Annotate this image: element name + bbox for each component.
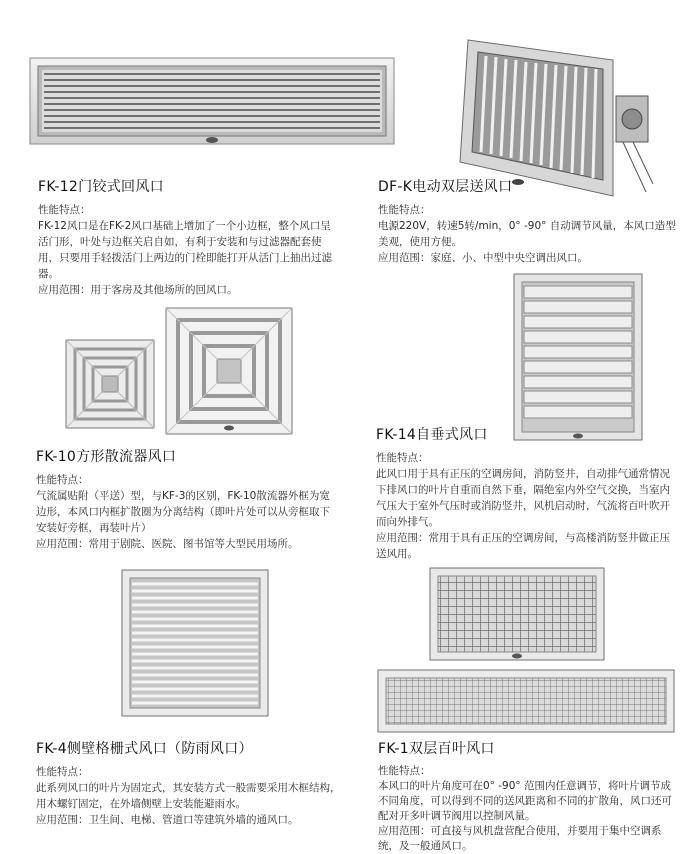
product-title: FK-12门铰式回风口 xyxy=(38,179,164,195)
product-title: FK-10方形散流器风口 xyxy=(36,449,177,465)
product-title: DF-K电动双层送风口 xyxy=(378,179,513,195)
product-body xyxy=(36,472,336,552)
fk1-louver-image xyxy=(376,566,676,736)
application-scope: 应用范围：常用于剧院、医院、图书馆等大型民用场所。 xyxy=(36,538,299,550)
features-label: 性能特点： xyxy=(36,766,89,778)
fk12-grille-image xyxy=(28,56,396,148)
application-scope: 应用范围：用于客房及其他场所的回风口。 xyxy=(38,284,238,296)
product-dfk xyxy=(378,176,680,266)
product-body xyxy=(38,202,338,298)
fk10-diffuser-image xyxy=(60,306,300,436)
product-body xyxy=(378,764,680,854)
fk4-grille-image xyxy=(120,568,270,718)
features-description: 本风口的叶片角度可在0° -90° 范围内任意调节，将叶片调节成不同角度，可以得到不同的送风距离和不同的扩散角，风口还可配对开多叶调节阀用以控制风量。 xyxy=(378,780,672,822)
fk10-diffuser-drawing xyxy=(60,306,300,436)
features-label: 性能特点： xyxy=(378,765,431,777)
features-description: 气流属贴附（平送）型，与KF-3的区别，FK-10散流器外框为宽边形，本风口内框扩散圈为分离结构（即叶片处可以从旁框取下安装好旁框，再装叶片） xyxy=(36,490,330,534)
features-description: 电源220V，转速5转/min，0° -90° 自动调节风量，本风口造型美观，使用方便。 xyxy=(378,220,676,248)
application-scope: 应用范围：卫生间、电梯、管道口等建筑外墙的通风口。 xyxy=(36,814,299,826)
fk1-louver-drawing xyxy=(376,566,676,736)
product-fk4 xyxy=(36,738,342,828)
product-body xyxy=(378,202,680,266)
fk12-grille-drawing xyxy=(28,56,396,148)
product-fk14 xyxy=(376,424,676,562)
fk4-grille-drawing xyxy=(120,568,270,718)
application-scope: 应用范围：可直接与风机盘营配合使用，并要用于集中空调系统，及一般通风口。 xyxy=(378,825,662,852)
features-description: FK-12风口是在FK-2风口基础上增加了一个小边框，整个风口呈活门形，叶处与边框关启自如，有利于安装和与过滤器配套使用，只要用手轻拨活门上两边的门栓即能打开从活门上抽出过滤器。 xyxy=(38,220,332,280)
fk14-louver-image xyxy=(512,272,644,444)
product-title: FK-1双层百叶风口 xyxy=(378,741,495,757)
application-scope: 应用范围：家庭、小、中型中央空调出风口。 xyxy=(378,252,588,264)
features-label: 性能特点： xyxy=(376,452,429,464)
product-body xyxy=(376,450,676,562)
product-title: FK-14自垂式风口 xyxy=(376,427,488,443)
product-fk10 xyxy=(36,446,336,552)
features-label: 性能特点： xyxy=(38,204,91,216)
product-fk1 xyxy=(378,738,680,854)
product-fk12 xyxy=(38,176,338,298)
product-title: FK-4侧壁格栅式风口（防雨风口） xyxy=(36,741,253,757)
features-description: 此风口用于具有正压的空调房间，消防竖井，自动排气通常情况下排风口的叶片自重而自然下垂，隔绝室内外空气交换，当室内气压大于室外气压时或消防竖井，风机启动时，气流将百叶吹开而向外排气。 xyxy=(376,468,670,528)
product-body xyxy=(36,764,342,828)
features-description: 此系列风口的叶片为固定式，其安装方式一般需要采用木框结构，用木螺钉固定，在外墙侧壁上安装能避雨水。 xyxy=(36,782,341,810)
fk14-louver-drawing xyxy=(512,272,644,444)
features-label: 性能特点： xyxy=(378,204,431,216)
application-scope: 应用范围：常用于具有正压的空调房间，与高楼消防竖井做正压送风用。 xyxy=(376,532,670,560)
features-label: 性能特点： xyxy=(36,474,89,486)
